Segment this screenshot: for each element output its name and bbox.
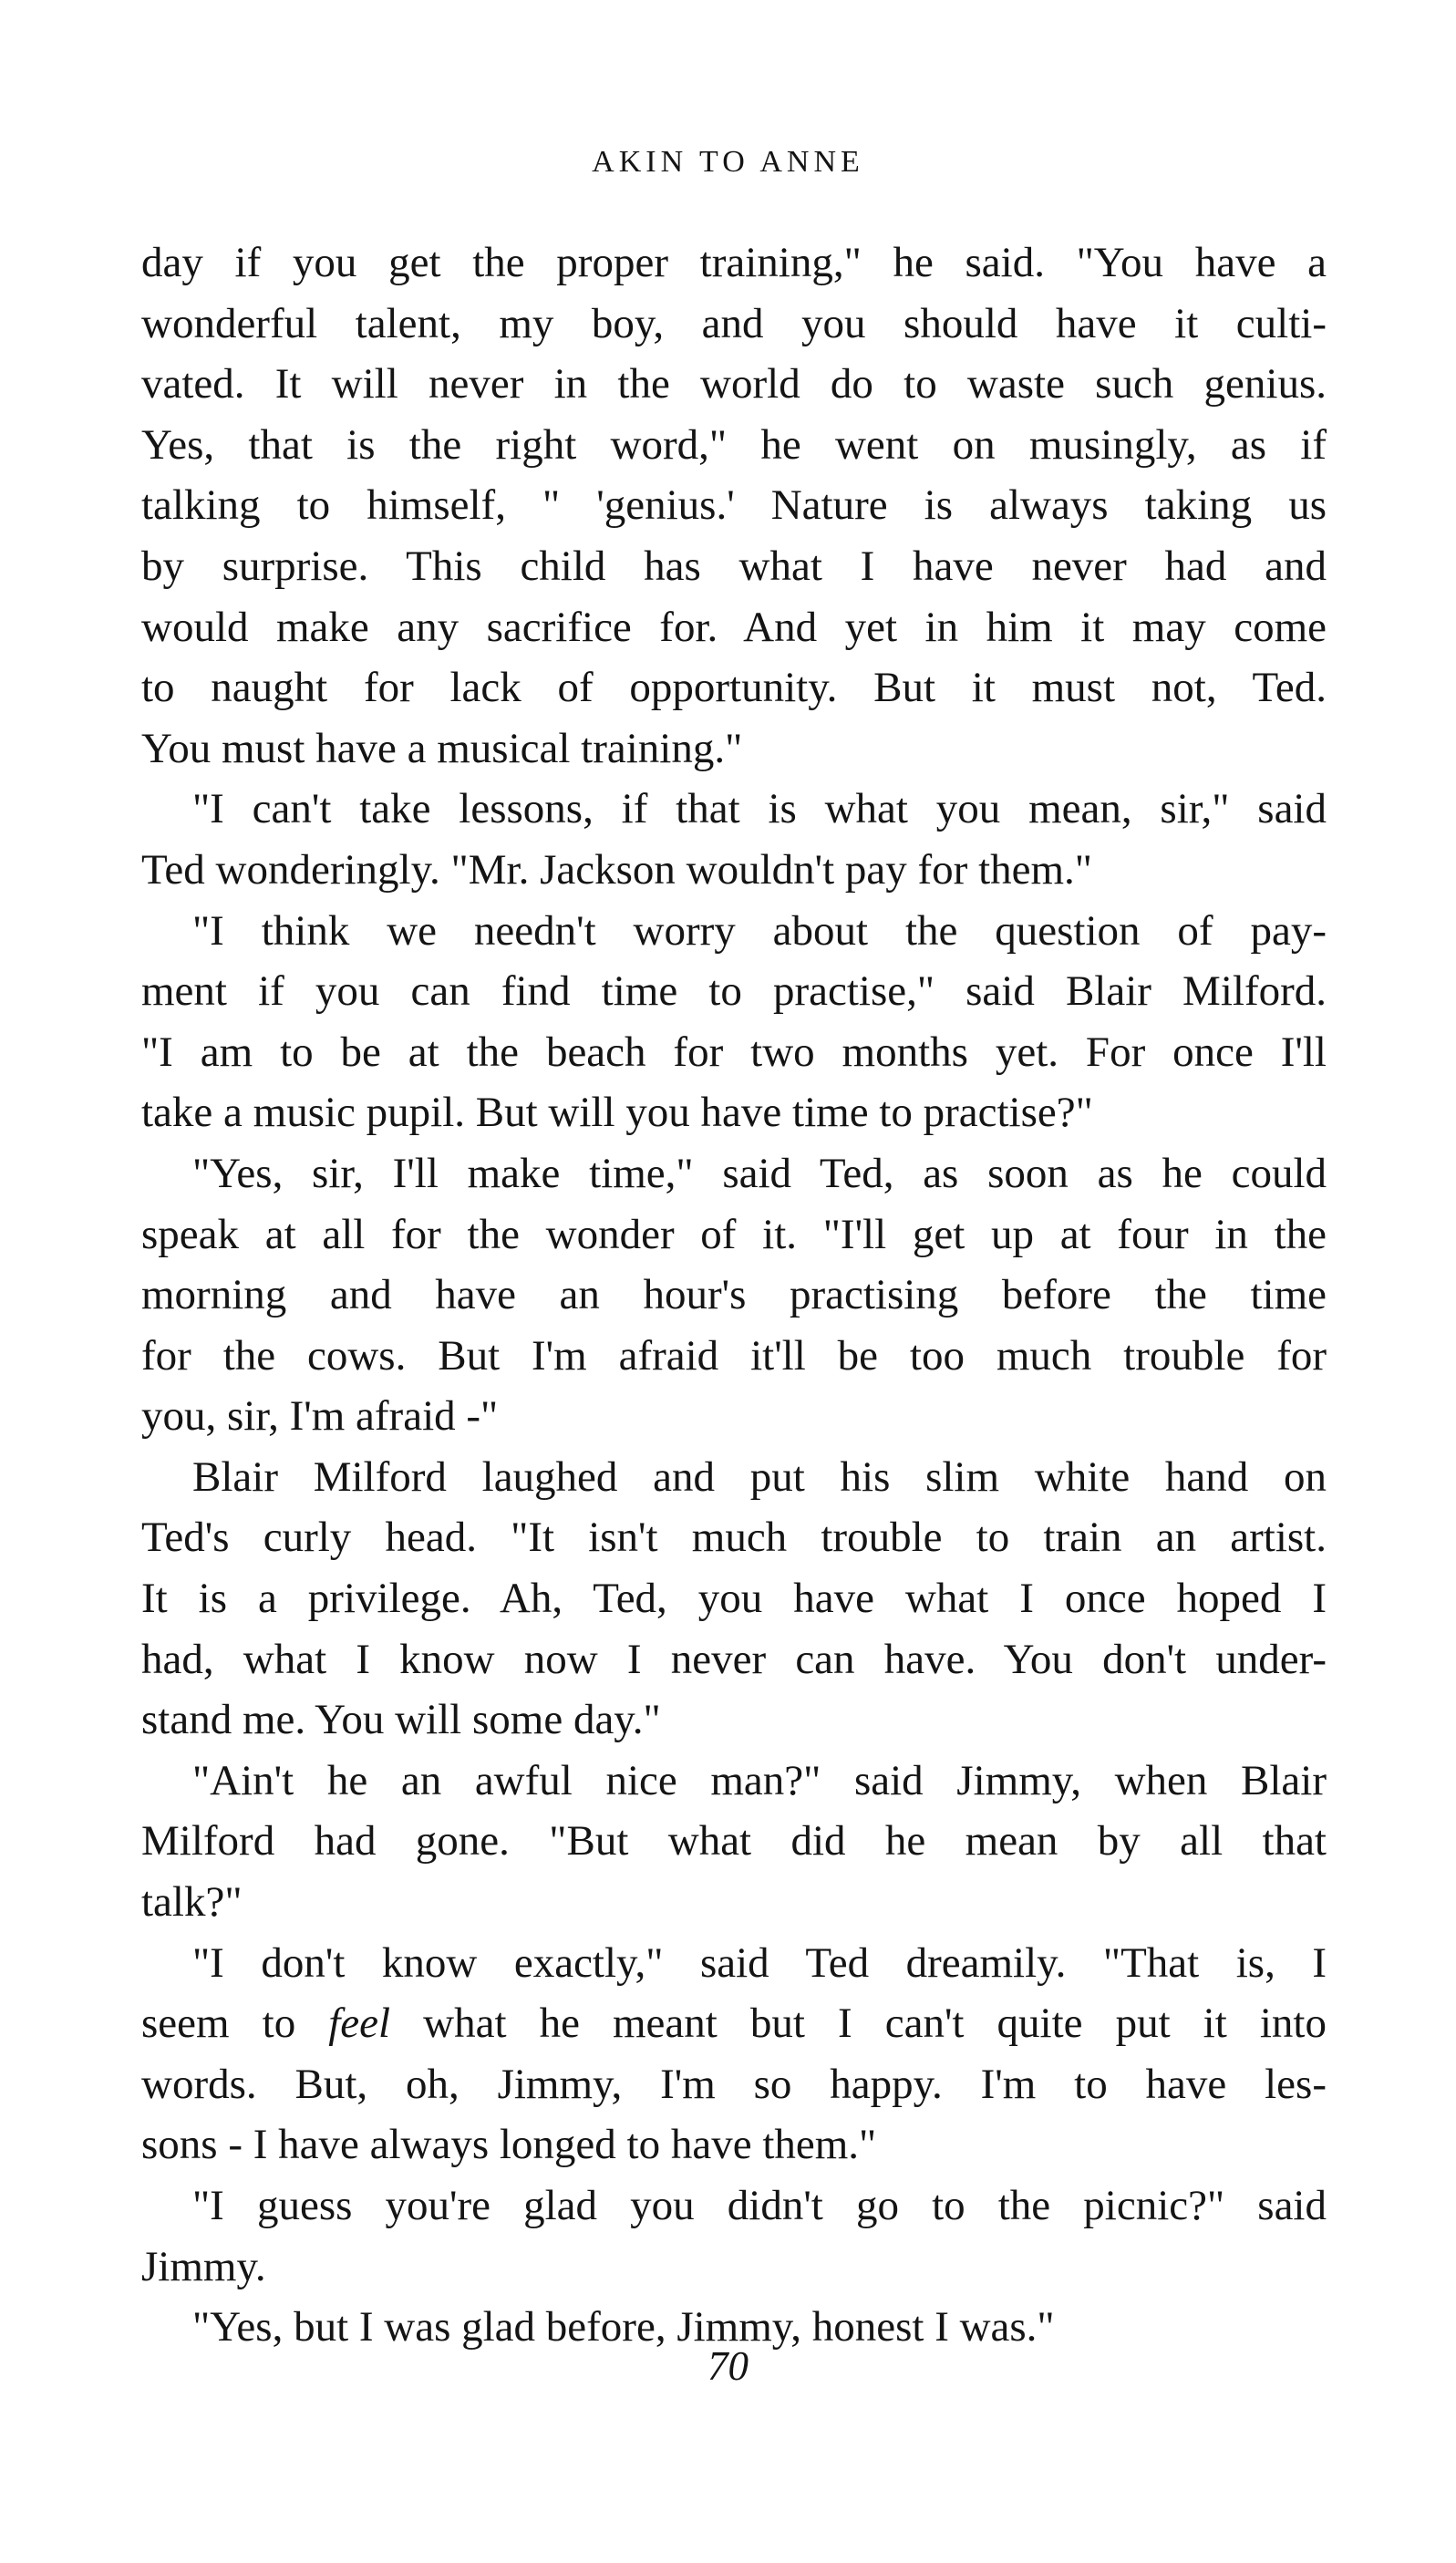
text-line: It is a privilege. Ah, Ted, you have what I once hoped I: [141, 1575, 1327, 1623]
text-line: talking to himself, " 'genius.' Nature is always taking us: [141, 481, 1327, 530]
text-line: "Ain't he an awful nice man?" said Jimmy, when Blair: [192, 1756, 1327, 1804]
text-line: to naught for lack of opportunity. But it must not, Ted.: [141, 664, 1327, 712]
text-line: for the cows. But I'm afraid it'll be too much trouble for: [141, 1331, 1327, 1380]
page-number: 70: [707, 2343, 749, 2389]
paragraph: [141, 2175, 1327, 2297]
text-line: Yes, that is the right word," he went on musingly, as if: [141, 420, 1327, 469]
running-head: AKIN TO ANNE: [592, 145, 864, 179]
text-line: Jimmy.: [141, 2242, 266, 2290]
text-line: "I don't know exactly," said Ted dreamily. "That is, I: [192, 1938, 1327, 1987]
text-line: ment if you can find time to practise," said Blair Milford.: [141, 967, 1327, 1016]
text-line: You must have a musical training.": [141, 724, 743, 772]
paragraph: [141, 1447, 1327, 1751]
text-line: take a music pupil. But will you have time to practise?": [141, 1089, 1093, 1137]
body-text: [141, 233, 1327, 2358]
paragraph: [141, 1143, 1327, 1447]
text-line: morning and have an hour's practising before the time: [141, 1271, 1327, 1319]
text-line: seem to feel what he meant but I can't quite put it into: [141, 2000, 1327, 2048]
text-line: "I can't take lessons, if that is what you mean, sir," said: [192, 785, 1327, 833]
text-line: "Yes, but I was glad before, Jimmy, honest I was.": [192, 2303, 1055, 2351]
text-line: Blair Milford laughed and put his slim white hand on: [192, 1452, 1327, 1501]
text-line: Milford had gone. "But what did he mean by all that: [141, 1817, 1327, 1865]
paragraph: [141, 1933, 1327, 2175]
text-line: Ted wonderingly. "Mr. Jackson wouldn't pay for them.": [141, 845, 1092, 894]
paragraph: [141, 1751, 1327, 1933]
text-line: "Yes, sir, I'll make time," said Ted, as soon as he could: [192, 1149, 1327, 1197]
emphasis: feel: [328, 2000, 391, 2048]
text-line: would make any sacrifice for. And yet in him it may come: [141, 603, 1327, 651]
text-line: wonderful talent, my boy, and you should have it culti-: [141, 299, 1327, 347]
text-line: sons - I have always longed to have them.": [141, 2121, 877, 2169]
text-line: Ted's curly head. "It isn't much trouble to train an artist.: [141, 1514, 1327, 1562]
text-line: "I think we needn't worry about the question of pay-: [192, 906, 1327, 955]
text-line: you, sir, I'm afraid -": [141, 1392, 499, 1441]
paragraph: [141, 779, 1327, 900]
text-line: by surprise. This child has what I have never had and: [141, 542, 1327, 590]
text-line: vated. It will never in the world do to waste such genius.: [141, 360, 1327, 408]
text-line: stand me. You will some day.": [141, 1696, 661, 1744]
paragraph: [141, 901, 1327, 1143]
text-line: speak at all for the wonder of it. "I'll get up at four in the: [141, 1210, 1327, 1258]
text-line: words. But, oh, Jimmy, I'm so happy. I'm to have les-: [141, 2060, 1327, 2108]
text-line: "I am to be at the beach for two months yet. For once I'll: [141, 1028, 1327, 1076]
text-line: "I guess you're glad you didn't go to the picnic?" said: [192, 2182, 1327, 2229]
paragraph: [141, 233, 1327, 779]
text-line: talk?": [141, 1878, 243, 1927]
text-line: had, what I know now I never can have. You don't under-: [141, 1635, 1327, 1683]
text-line: day if you get the proper training," he said. "You have a: [141, 239, 1327, 286]
